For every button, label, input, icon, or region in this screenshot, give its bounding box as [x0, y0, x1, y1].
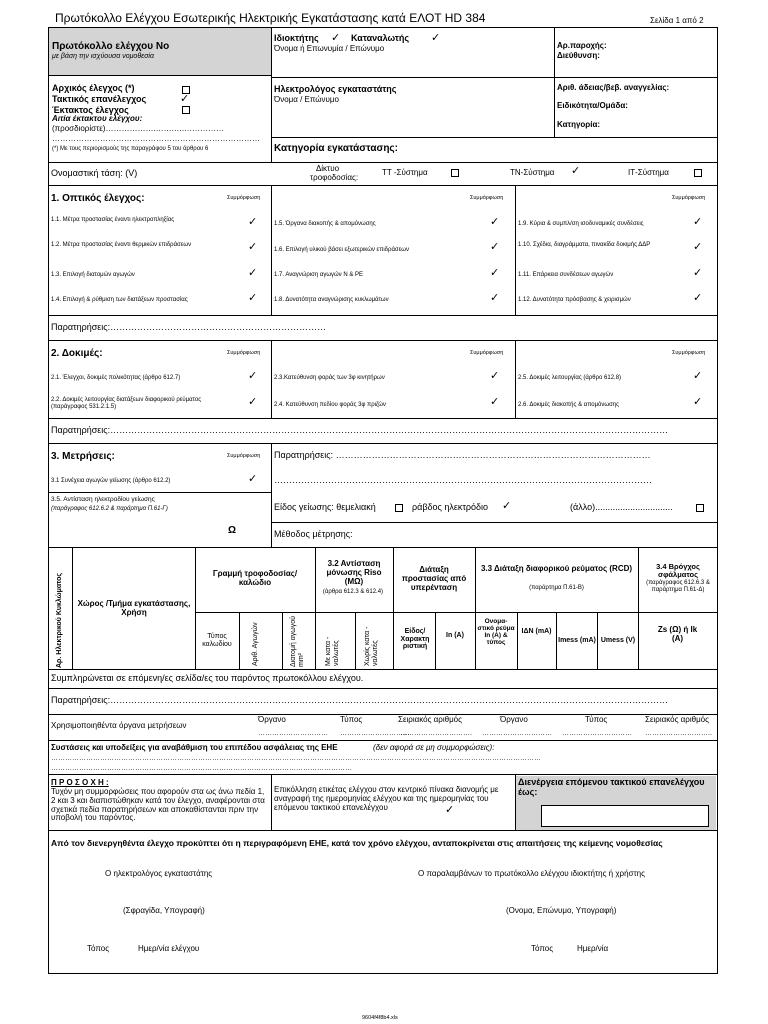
page-number: Σελίδα 1 από 2	[650, 16, 704, 25]
type-header-1: Τύπος	[340, 715, 363, 724]
tt-box[interactable]	[451, 169, 459, 177]
earth-foundation-box[interactable]	[395, 504, 403, 512]
col-conductors: Αριθ. Αγωγών	[252, 622, 259, 666]
instrument-header-1: Όργανο	[258, 715, 286, 724]
specify-line: (προσδιορίστε)……………….…….….……………	[52, 124, 225, 133]
date-label-2: Ημερ/νία	[577, 944, 609, 953]
label-instruction: Επικόλληση ετικέτας ελέγχου στον κεντρικό πίνακα διανομής με αναγραφή της ημερομηνίας ελέγχου και της ημερομηνίας του επόμενου τακτικού επανελέγχου	[274, 785, 499, 812]
license-label: Αριθ. άδειας/βεβ. αναγγελίας:	[557, 83, 670, 92]
type-dots-1: …………………………	[340, 730, 410, 737]
method-label: Μέθοδος μέτρησης:	[274, 529, 353, 539]
recommendations-note: (δεν αφορά σε μη συμμορφώσεις):	[373, 743, 495, 752]
visual-item-1-11: 1.11. Επάρκεια συνδέσεων αγωγών	[518, 272, 614, 278]
recommendations-dots-a: …………………………………………………………………………………………………………………………………………………………………………………………	[51, 755, 541, 762]
col-rcd: 3.3 Διάταξη διαφορικού ρεύματος (RCD)	[480, 564, 633, 573]
col-circuit: Αρ. Ηλεκτρικού Κυκλώματος	[56, 573, 63, 668]
periodic-check-icon: ✓	[180, 93, 190, 105]
col-without-load: Χωρίς κατα - ναλωτές	[364, 626, 379, 666]
measurement-item-3-5-sub: (παράγραφος 612.6.2 & παράρτημα Π.61-Γ)	[51, 506, 168, 512]
owner-check-icon: ✓	[331, 32, 341, 44]
supply-number-label: Αρ.παροχής:	[557, 41, 607, 50]
check-3-1-icon: ✓	[248, 473, 258, 485]
category-label: Κατηγορία:	[557, 120, 601, 129]
type-dots-2: …………………………	[562, 730, 632, 737]
measurement-item-3-1: 3.1 Συνέχεια αγωγών γείωσης (άρθρο 612.2)	[51, 478, 171, 484]
check-1-9-icon: ✓	[693, 216, 703, 228]
serial-dots-2: ………………………..	[645, 730, 712, 737]
measurement-item-3-5: 3.5. Αντίσταση ηλεκτροδίου γείωσης	[51, 496, 155, 503]
footer-code: 9604f4f8b4.xls	[362, 1015, 398, 1021]
electrician-label: Ηλεκτρολόγος εγκαταστάτης	[274, 84, 397, 94]
compliance-label: Συμμόρφωση	[227, 195, 261, 201]
col-umeas: Umess (V)	[600, 637, 636, 644]
compliance-label: Συμμόρφωση	[227, 350, 261, 356]
visual-item-1-12: 1.12. Δυνατότητα πρόσβασης & χειρισμών	[518, 297, 631, 303]
col-rcd-sub: (παράρτημα Π.61-Β)	[529, 585, 584, 591]
address-label: Διεύθυνση:	[557, 51, 600, 60]
col-insulation: 3.2 Αντίσταση μόνωσης Riso (ΜΩ)	[326, 559, 382, 586]
visual-item-1-7: 1.7. Αναγνώριση αγωγών N & PE	[274, 272, 364, 278]
check-2-6-icon: ✓	[693, 396, 703, 408]
tests-remarks: Παρατηρήσεις:……………………………………………………………………………………………………………………………………………………………………	[51, 425, 669, 435]
check-2-5-icon: ✓	[693, 370, 703, 382]
col-zs: Zs (Ω) ή Ik (A)	[657, 625, 698, 643]
it-box[interactable]	[694, 169, 702, 177]
periodic-check-label: Τακτικός επανέλεγχος	[52, 94, 147, 104]
check-1-4-icon: ✓	[248, 292, 258, 304]
stamp-label: (Σφραγίδα, Υπογραφή)	[123, 906, 205, 915]
check-1-12-icon: ✓	[693, 292, 703, 304]
tn-check-icon: ✓	[571, 165, 581, 177]
label-check-icon: ✓	[445, 804, 455, 816]
compliance-label: Συμμόρφωση	[470, 350, 504, 356]
test-item-2-2: 2.2. Δοκιμές λειτουργίας διατάξεων διαφορικού ρεύματος (παράγραφος 531.2.1.5)	[51, 397, 202, 410]
compliance-label: Συμμόρφωση	[227, 453, 261, 459]
check-1-3-icon: ✓	[248, 267, 258, 279]
electrician-sign-label: Ο ηλεκτρολόγος εγκαταστάτης	[105, 869, 213, 878]
check-1-6-icon: ✓	[490, 241, 500, 253]
col-imeas: Imess (mA)	[558, 637, 596, 644]
instrument-dots-2: …………………………	[482, 730, 552, 737]
page-title: Πρωτόκολλο Ελέγχου Εσωτερικής Ηλεκτρικής Εγκατάστασης κατά ΕΛΟΤ HD 384	[55, 11, 486, 25]
visual-item-1-10: 1.10. Σχέδια, διαγράμματα, πινακίδα δοκιμής ΔΔΡ	[518, 242, 651, 248]
check-1-7-icon: ✓	[490, 267, 500, 279]
check-1-10-icon: ✓	[693, 241, 703, 253]
col-with-load: Με κατα - ναλωτές	[325, 636, 340, 666]
earth-other-box[interactable]	[696, 504, 704, 512]
visual-item-1-3: 1.3. Επιλογή διατομών αγωγών	[51, 272, 135, 278]
extra-reason-label: Αιτία έκτακτου ελέγχου:	[52, 114, 143, 123]
install-category-label: Κατηγορία εγκατάστασης:	[274, 143, 398, 154]
col-supply-line: Γραμμή τροφοδοσίας/ καλώδιο	[212, 569, 298, 587]
check-2-3-icon: ✓	[490, 370, 500, 382]
test-item-2-1: 2.1. Έλεγχοι, δοκιμές πολικότητας (άρθρο 612.7)	[51, 375, 181, 381]
nominal-voltage-label: Ονομαστική τάση: (V)	[51, 168, 138, 178]
recommendations-dots-b: …………………………………………………………………………………………………………………	[51, 765, 352, 772]
serial-header-2: Σειριακός αριθμός	[645, 715, 709, 724]
check-date-label: Ημερ/νία ελέγχου	[138, 944, 200, 953]
conclusion-text: Από τον διενεργηθέντα έλεγχο προκύπτει ότι η περιγραφόμενη ΕΗΕ, κατά τον χρόνο ελέγχου, ανταποκρίνεται στις απαιτήσεις της κείμενης νομοθεσίας	[51, 838, 663, 848]
recommendations-label: Συστάσεις και υποδείξεις για αναβάθμιση του επιπέδου ασφάλειας της ΕΗΕ	[51, 743, 338, 752]
visual-item-1-8: 1.8. Δυνατότητα αναγνώρισης κυκλωμάτων	[274, 297, 389, 303]
dots-line: ……………………………………………………………………	[52, 134, 260, 143]
check-1-1-icon: ✓	[248, 216, 258, 228]
col-cable-type: Τύπος καλωδίου	[202, 633, 232, 648]
check-1-8-icon: ✓	[490, 292, 500, 304]
name-sign-label: (Ονομα, Επώνυμο, Υπογραφή)	[506, 906, 617, 915]
check-1-5-icon: ✓	[490, 216, 500, 228]
attention-title: Π Ρ Ο Σ Ο Χ Η :	[51, 778, 109, 787]
owner-label: Ιδιοκτήτης	[274, 33, 319, 43]
consumer-check-icon: ✓	[431, 32, 441, 44]
visual-title: 1. Οπτικός έλεγχος:	[51, 193, 145, 204]
check-2-4-icon: ✓	[490, 396, 500, 408]
initial-check-label: Αρχικός έλεγχος (*)	[52, 83, 135, 93]
col-cross: Διατομή αγωγού mm²	[290, 616, 305, 667]
footnote: (*) Με τους περιορισμούς της παραγράφου 5 του άρθρου 6	[52, 146, 209, 152]
visual-item-1-2: 1.2. Μέτρα προστασίας έναντι θερμικών επιδράσεων	[51, 242, 192, 248]
ohm-unit: Ω	[228, 525, 237, 536]
col-idn: IΔN (mA)	[521, 628, 552, 635]
visual-item-1-5: 1.5. Όργανα διακοπής & απομόνωσης	[274, 221, 376, 227]
instruments-remarks: Παρατηρήσεις:……………………………………………………………………………………………………………………………………………………………………	[51, 696, 669, 705]
instrument-header-2: Όργανο	[500, 715, 528, 724]
col-loop-sub: (παράγραφος 612.6.3 & παράρτημα Π.61-Δ)	[646, 580, 710, 593]
owner-subtitle: Όνομα ή Επωνυμία / Επώνυμο	[274, 44, 385, 53]
col-loop: 3.4 Βρόγχος σφάλματος	[656, 562, 700, 580]
measurements-remarks: Παρατηρήσεις: ……………………………………………………………………………………………	[274, 451, 651, 460]
next-check-label: Διενέργεια επόμενου τακτικού επανελέγχου έως:	[518, 777, 705, 797]
visual-item-1-4: 1.4. Επιλογή & ρύθμιση των διατάξεων προστασίας	[51, 297, 188, 303]
test-item-2-6: 2.6. Δοκιμές διακοπής & απομόνωσης	[518, 402, 620, 408]
serial-dots-1: ………………………….	[400, 730, 472, 737]
col-nominal: Ονομα- στικό ρεύμα In (A) & τύπος	[477, 618, 515, 647]
earth-type-label: Είδος γείωσης: θεμελιακή	[274, 502, 376, 512]
check-1-2-icon: ✓	[248, 241, 258, 253]
recipient-sign-label: Ο παραλαμβάνων το πρωτόκολλο ελέγχου ιδιοκτήτης ή χρήστης	[418, 869, 645, 878]
measurements-title: 3. Μετρήσεις:	[51, 451, 115, 462]
attention-text: Τυχόν μη συμμορφώσεις που αφορούν στα ως άνω πεδία 1, 2 και 3 και διαπιστώθηκαν κατά τον έλεγχο, αναφέρονται στα σχετικά πεδία παρατηρήσεων και αποκαθίστανται πριν την υποβολή του παρόντος.	[51, 787, 265, 823]
visual-remarks: Παρατηρήσεις:………………………………………………………………	[51, 322, 327, 332]
place-label: Τόπος	[87, 944, 110, 953]
measurements-dots: ………………………………………………………………………………………………………………	[274, 476, 652, 485]
col-kind: Είδος/ Χαρακτη ριστική	[400, 628, 430, 651]
continued-note: Συμπληρώνεται σε επόμενη/ες σελίδα/ες του παρόντος πρωτοκόλλου ελέγχου.	[51, 673, 364, 683]
col-area: Χώρος /Τμήμα εγκατάστασης, Χρήση	[77, 599, 191, 617]
protocol-title: Πρωτόκολλο ελέγχου No	[52, 41, 170, 52]
instruments-label: Χρησιμοποιηθέντα όργανα μετρήσεων	[51, 721, 187, 730]
tt-label: ΤΤ -Σύστημα	[382, 168, 428, 177]
compliance-label: Συμμόρφωση	[672, 350, 706, 356]
serial-header-1: Σειριακός αριθμός	[398, 715, 462, 724]
earth-other-label: (άλλο)...............................	[570, 502, 673, 512]
check-2-2-icon: ✓	[248, 396, 258, 408]
test-item-2-5: 2.5. Δοκιμές λειτουργίας (άρθρο 612.8)	[518, 375, 622, 381]
visual-item-1-6: 1.6. Επιλογή υλικού βάσει εξωτερικών επιδράσεων	[274, 247, 409, 253]
compliance-label: Συμμόρφωση	[672, 195, 706, 201]
col-overcurrent: Διάταξη προστασίας από υπερένταση	[401, 565, 467, 592]
test-item-2-3: 2.3.Κατεύθυνση φοράς των 3φ κινητήρων	[274, 375, 385, 381]
visual-item-1-9: 1.9. Κύρια & συμπλ/ση ισοδυναμικές συνδέσεις	[518, 221, 644, 227]
test-item-2-4: 2.4. Κατεύθυνση πεδίου φοράς 3φ πριζών	[274, 402, 386, 408]
tn-label: ΤΝ-Σύστημα	[510, 168, 555, 177]
place-label-2: Τόπος	[531, 944, 554, 953]
specialty-label: Ειδικότητα/Ομάδα:	[557, 101, 628, 110]
electrician-subtitle: Όνομα / Επώνυμο	[274, 95, 339, 104]
visual-item-1-1: 1.1. Μέτρα προστασίας έναντι ηλεκτροπληξίας	[51, 217, 175, 223]
next-check-date-input[interactable]	[541, 805, 709, 827]
type-header-2: Τύπος	[585, 715, 608, 724]
earth-rod-label: ράβδος ηλεκτρόδιο	[412, 502, 489, 512]
network-label: Δίκτυο τροφοδοσίας:	[310, 164, 359, 182]
earth-rod-check-icon: ✓	[502, 500, 512, 512]
check-2-1-icon: ✓	[248, 370, 258, 382]
it-label: ΙΤ-Σύστημα	[628, 168, 669, 177]
consumer-label: Καταναλωτής	[351, 33, 410, 43]
extra-check-label: Έκτακτος έλεγχος	[52, 105, 129, 115]
extra-check-box[interactable]	[182, 106, 190, 114]
check-1-11-icon: ✓	[693, 267, 703, 279]
instrument-dots-1: …………………………	[258, 730, 328, 737]
compliance-label: Συμμόρφωση	[470, 195, 504, 201]
col-insulation-sub: (άρθρα 612.3 & 612.4)	[322, 589, 384, 595]
tests-title: 2. Δοκιμές:	[51, 348, 103, 359]
protocol-subtitle: με βάση την ισχύουσα νομοθεσία	[52, 53, 154, 60]
col-in: In (A)	[446, 632, 464, 639]
